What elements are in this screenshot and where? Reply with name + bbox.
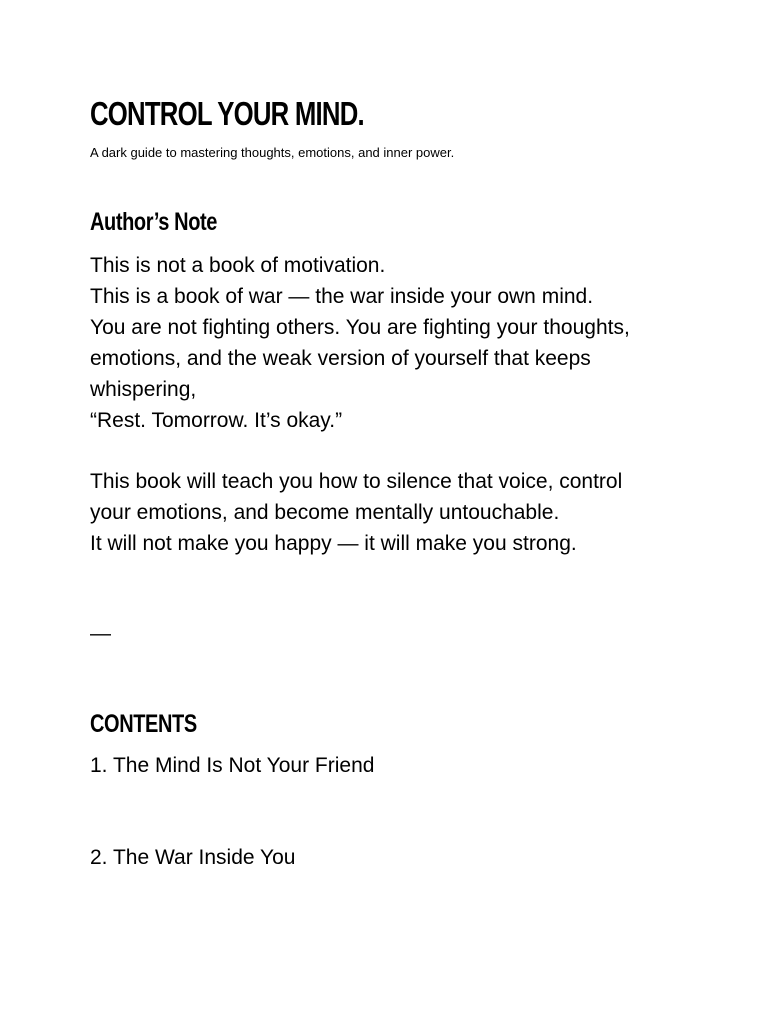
page-subtitle: A dark guide to mastering thoughts, emotions, and inner power. bbox=[90, 145, 455, 160]
text-line: This is not a book of motivation. bbox=[90, 254, 386, 277]
quote-line: “Rest. Tomorrow. It’s okay.” bbox=[90, 409, 343, 432]
text-line: This book will teach you how to silence that voice, control bbox=[90, 470, 623, 493]
authors-note-paragraph-2 bbox=[90, 466, 622, 559]
text-line: It will not make you happy — it will make you strong. bbox=[90, 532, 577, 555]
authors-note-heading: Author’s Note bbox=[90, 208, 218, 236]
text-line: your emotions, and become mentally untouchable. bbox=[90, 501, 560, 524]
text-line: emotions, and the weak version of yourself that keeps bbox=[90, 347, 591, 370]
section-separator: — bbox=[90, 622, 111, 645]
contents-item: 2. The War Inside You bbox=[90, 846, 296, 869]
text-line: whispering, bbox=[90, 378, 197, 401]
contents-heading: CONTENTS bbox=[90, 710, 197, 738]
page-title: CONTROL YOUR MIND. bbox=[90, 95, 364, 132]
authors-note-paragraph-1 bbox=[90, 250, 630, 436]
text-line: You are not fighting others. You are fighting your thoughts, bbox=[90, 316, 630, 339]
text-line: This is a book of war — the war inside your own mind. bbox=[90, 285, 594, 308]
contents-item: 1. The Mind Is Not Your Friend bbox=[90, 754, 375, 777]
